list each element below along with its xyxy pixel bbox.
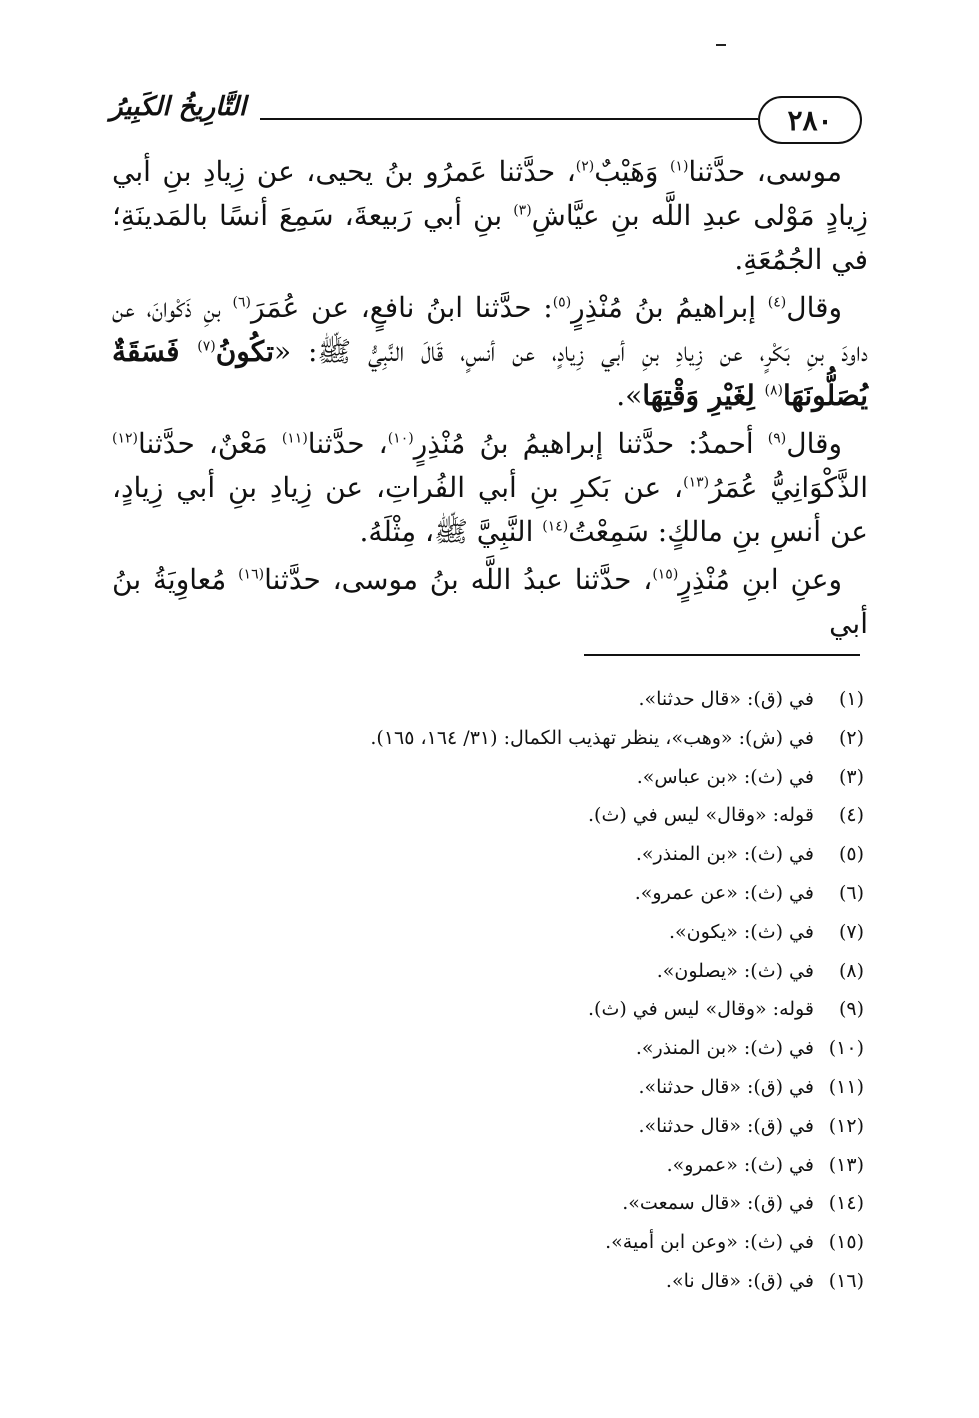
footnote-item [260,680,864,719]
footnote-text: في (ق): «قال حدثنا». [638,688,820,710]
text-run: ». [616,379,643,412]
footnote-item [260,874,864,913]
text-run: النَّبِيَّ ﷺ، مِثْلَهُ. [359,515,543,548]
text-run: بنِ ذَكْوانَ، عن داودَ بنِ بَكْرٍ، عن زِيادِ بنِ أبي زِيادٍ، عن أنسٍ، قَالَ النَّبِيُّ ﷺ: « [112,291,869,368]
footnote-item [260,1068,864,1107]
footnote-number: (٤) [838,804,864,827]
footnote-number: (١٦) [828,1269,864,1292]
footnote-number: (١٣) [828,1153,864,1176]
paragraph [112,286,868,418]
footnote-item [260,1029,864,1068]
footnotes [260,680,864,1301]
footnote-item [260,796,864,835]
footnote-text: في (ث): «يصلون». [656,959,820,982]
footnote-number: (٣) [838,765,864,788]
footnote-item [260,913,864,952]
footnote-number: (٥) [838,843,864,866]
footnote-marker: (١٦) [238,566,265,583]
paragraph [112,422,868,554]
footnote-text: قوله: «وقال» ليس في (ث). [588,804,820,827]
footnote-text: في (ث): «بن المنذر». [635,1037,820,1060]
hadith-text: فَسَقَةٌ يُصَلُّونَهَا [112,335,868,412]
text-run: ، حدَّثنا عبدُ اللَّه بنُ موسى، حدَّثنا [264,563,653,596]
text-run: أحمدُ: حدَّثنا إبراهيمُ بنُ مُنْذِرٍ [413,427,768,460]
footnote-item [260,952,864,991]
footnote-item [260,835,864,874]
footnote-text: في (ق): «قال حدثنا». [638,1075,820,1098]
footnote-text: في (ث): «عمرو». [666,1153,820,1176]
footnote-marker: (٢) [575,158,595,175]
footnote-number: (١) [838,688,864,710]
footnote-number: (١٢) [828,1114,864,1137]
footnote-marker: (١٣) [683,474,710,491]
header-rule [260,118,758,120]
footnote-number: (٦) [838,881,864,904]
footnote-text: في (ث): «يكون». [669,920,820,943]
footnote-text: في (ث): «بن عباس». [636,765,820,788]
footnote-marker: (٥) [552,294,572,311]
footnote-number: (١٤) [828,1192,864,1215]
footnote-item [260,1107,864,1146]
text-run: : حدَّثنا ابنُ نافعٍ، عن عُمَرَ [250,291,553,324]
footnote-item [260,1223,864,1262]
footnote-number: (٩) [838,998,864,1021]
footnote-separator [584,654,860,656]
footnote-marker: (٣) [513,202,532,219]
book-title: التَّارِيخُ الكَبِيرُ [110,92,247,122]
page-number: ٢٨٠ [758,96,862,144]
footnote-marker: (٩) [767,430,787,447]
footnote-item [260,1146,864,1185]
text-run: ، حدَّثنا عَمرُو بنُ يحيى، عن زِيادِ بنِ أبي زِيادٍ مَوْلى عبدِ اللَّه بنِ عيَّاشِ [112,155,868,232]
footnote-item [260,719,864,758]
footnote-number: (١١) [828,1075,864,1098]
hadith-text: تكُونُ [215,335,274,368]
text-run: الذَّكْوَانِيُّ عُمَرُ [709,471,868,504]
main-text [112,150,868,646]
text-run: وقال [786,291,843,324]
footnote-number: (١٠) [828,1037,864,1060]
footnote-text: في (ث): «بن المنذر». [635,843,820,866]
footnote-item [260,990,864,1029]
footnote-number: (١٥) [828,1231,864,1254]
text-run: بنِ أبي رَبيعةَ، سَمِعَ أنسًا بالمَدينَةِ؛ في الجُمُعَةِ. [112,199,868,276]
footnote-number: (٢) [838,726,864,749]
footnote-number: (٧) [838,920,864,943]
text-run: وَهَيْبٌ [594,155,670,188]
footnote-marker: (١٢) [112,430,138,447]
footnote-text: في (ق): «قال نا». [665,1269,820,1292]
text-run: مَعْنٌ، حدَّثنا [137,427,282,460]
footnote-item [260,1262,864,1301]
text-run: ، عن بَكرِ بنِ أبي الفُراتِ، عن زِيادِ بنِ أبي زِيادٍ، عن أنسِ بنِ مالكٍ: سَمِعْتُ [112,471,868,548]
footnote-marker: (٧) [197,338,216,355]
text-run: ، حدَّثنا [307,427,388,460]
footnote-marker: (٤) [767,294,787,311]
footnote-text: في (ث): «عن عمرو». [634,881,820,904]
footnote-marker: (١١) [281,430,308,447]
paragraph [112,558,868,646]
footnote-item [260,758,864,797]
footnote-marker: (٦) [232,294,251,311]
text-run: إبراهيمُ بنُ مُنْذِرٍ [571,291,768,324]
text-run: موسى، حدَّثنا [688,155,842,188]
footnote-text: في (ش): «وهب»، ينظر تهذيب الكمال: (٣١/ ١٦٤، ١٦٥). [370,726,820,749]
hadith-text: لِغَيْرِ وَقْتِهَا [642,379,765,412]
footnote-marker: (١) [669,158,689,175]
footnote-item [260,1184,864,1223]
text-run: وقال [786,427,842,460]
footnote-text: قوله: «وقال» ليس في (ث). [588,998,820,1021]
top-mark [716,44,726,46]
text-run: وعنِ ابنِ مُنْذِرٍ [678,563,842,596]
running-header [110,92,862,150]
footnote-marker: (١٤) [542,518,569,535]
footnote-number: (٨) [838,959,864,982]
footnote-text: في (ق): «قال سمعت». [622,1192,820,1215]
paragraph [112,150,868,282]
footnote-marker: (١٥) [652,566,679,583]
footnote-text: في (ق): «قال حدثنا». [638,1114,820,1137]
footnote-marker: (١٠) [387,430,414,447]
text-run: مُعاوِيَةُ بنُ أبي [112,563,868,640]
footnote-marker: (٨) [764,382,783,399]
footnote-text: في (ث): «وعن ابن أمية». [605,1231,820,1254]
